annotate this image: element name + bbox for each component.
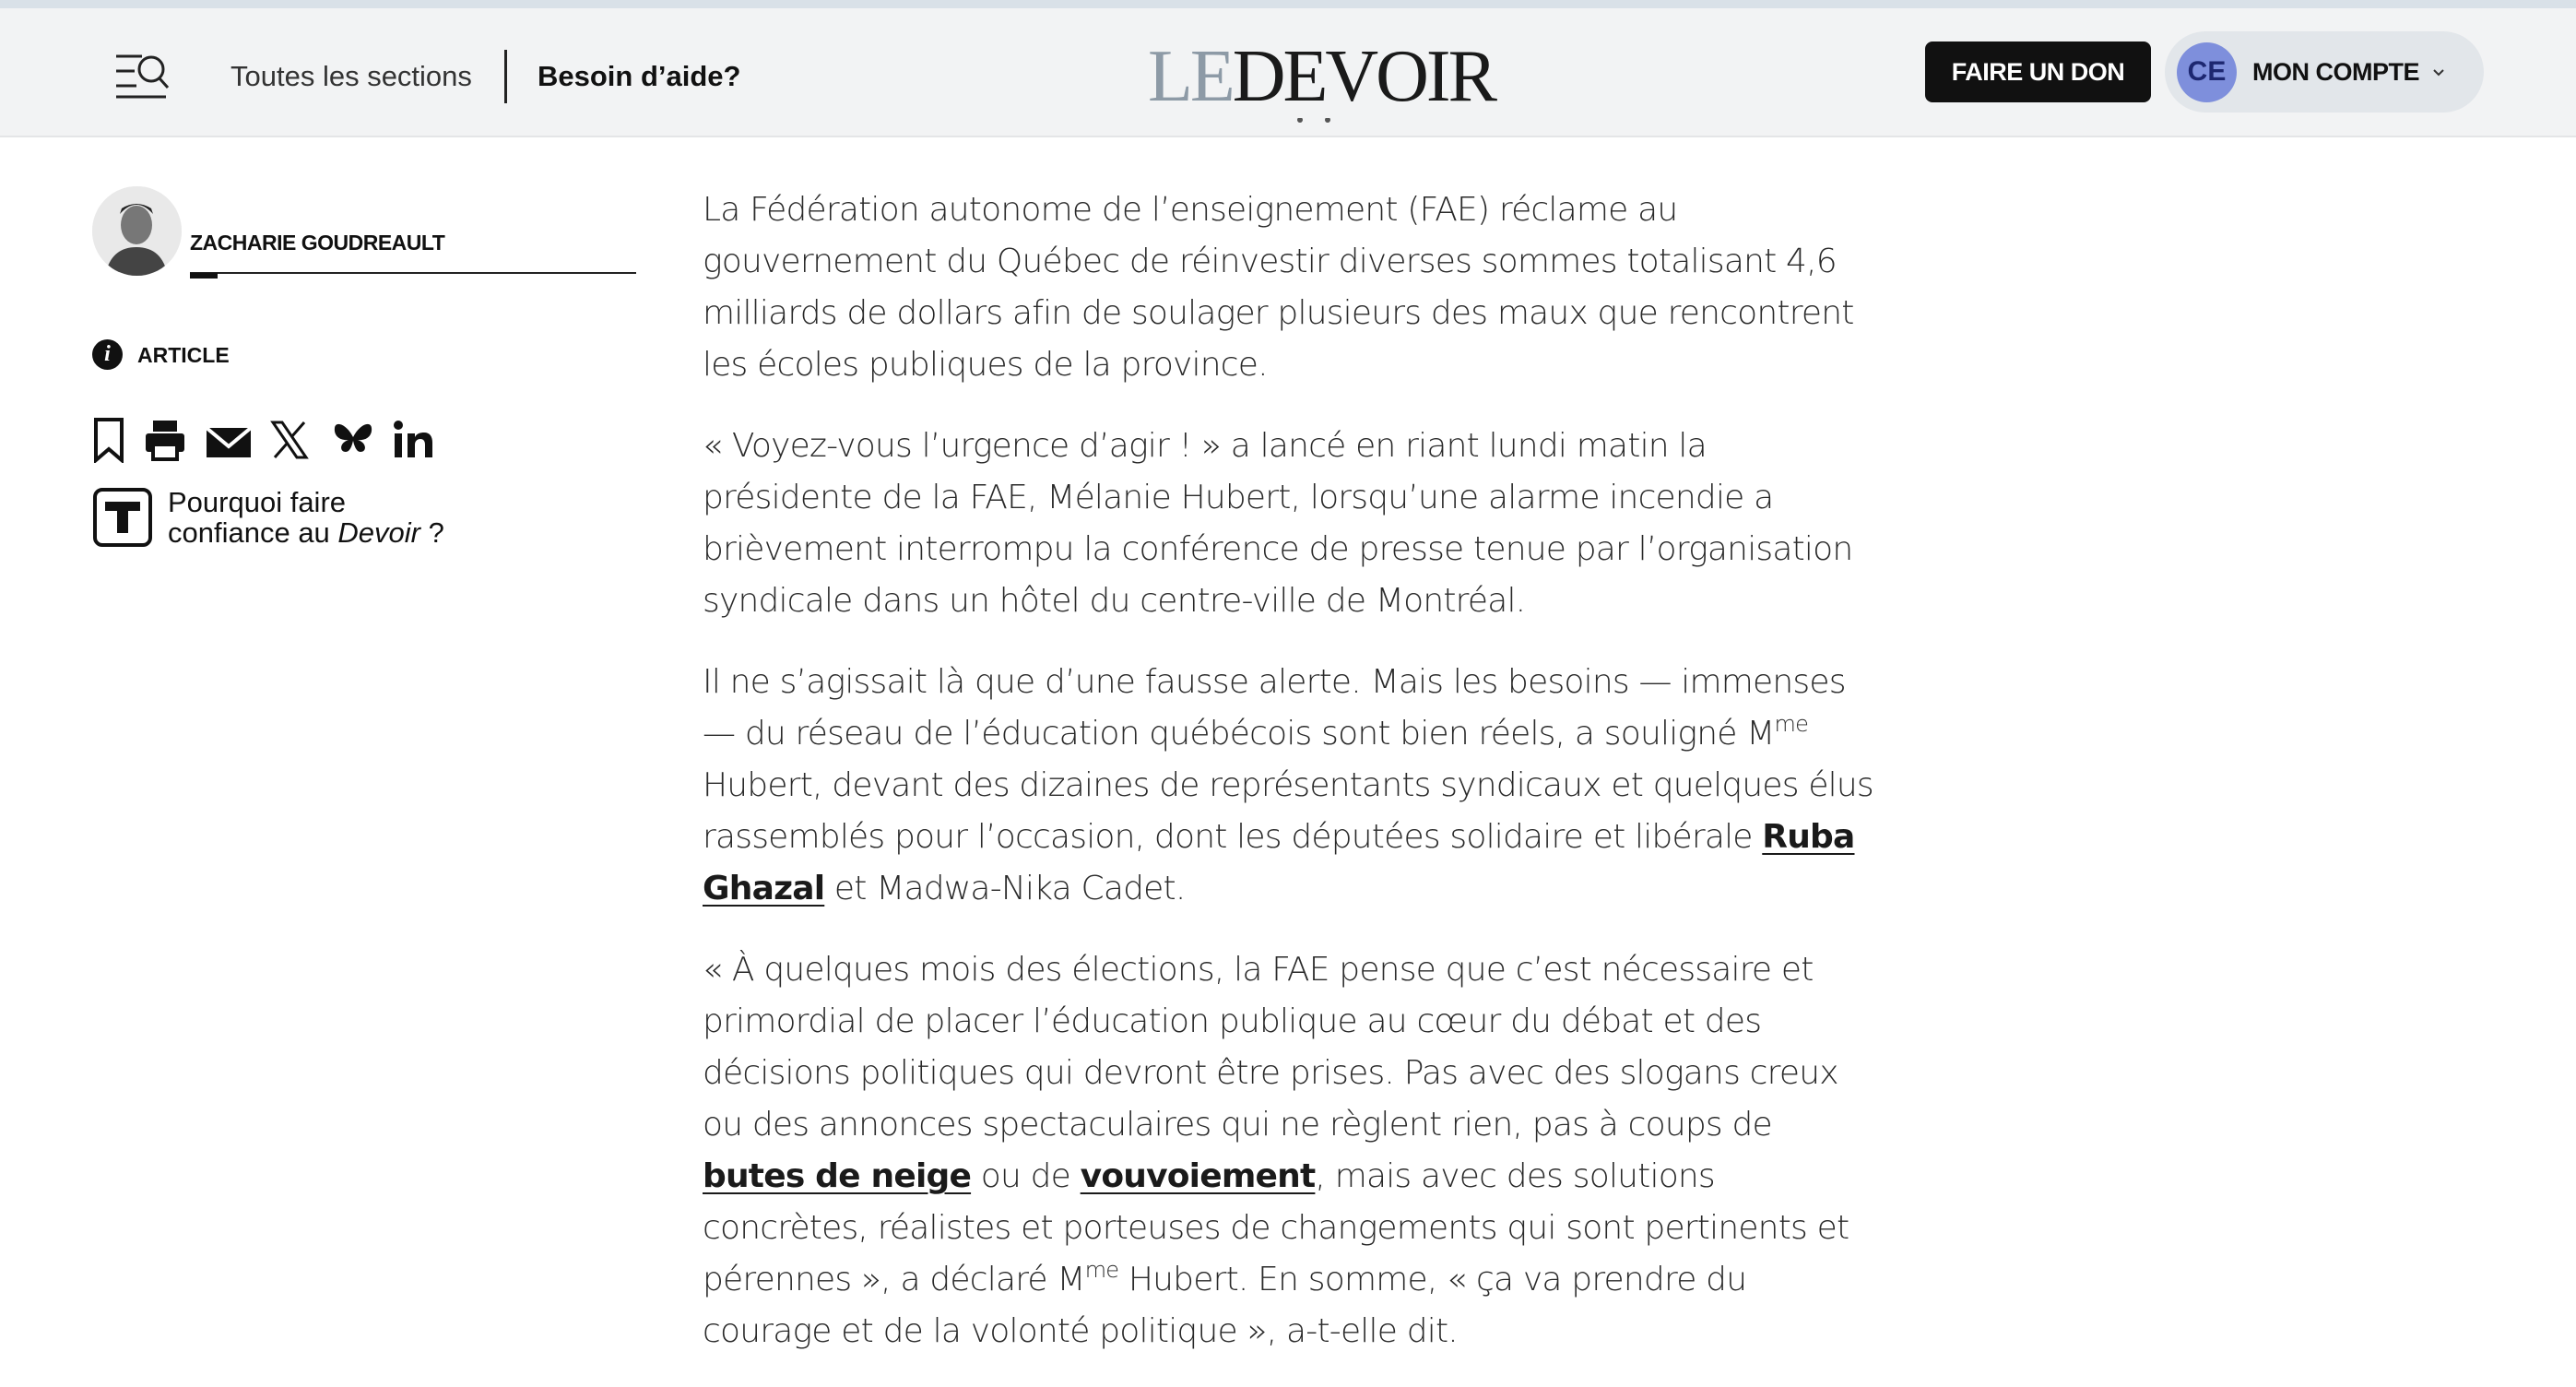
author-underline-accent [190, 273, 218, 279]
p3-text-c: et Madwa-Nika Cadet. [824, 870, 1186, 907]
paragraph-2: « Voyez-vous l’urgence d’agir ! » a lancé en riant lundi matin la présidente de la FAE, Mélanie Hubert, lorsqu’une alarme incendie a brièvement interrompu la conférence de presse tenue par l’organisation syndicale dans un hôtel du centre-ville de Montréal. [703, 427, 1853, 620]
trust-link[interactable] [168, 487, 444, 548]
trust-line-2-suffix: ? [420, 516, 444, 549]
account-label: MON COMPTE [2252, 57, 2419, 86]
p3-text-b: Hubert, devant des dizaines de représentants syndicaux et quelques élus rassemblés pour l’occasion, dont les députées solidaire et libérale [703, 766, 1873, 856]
linkedin-icon[interactable] [391, 417, 435, 463]
scrolled-text-fragment [1291, 118, 1346, 135]
author-avatar[interactable] [92, 186, 182, 276]
chevron-down-icon [2430, 64, 2447, 80]
logo-le: LE [1148, 36, 1233, 117]
header-divider [504, 50, 507, 103]
paragraph-3 [703, 657, 1873, 915]
top-accent-bar [0, 0, 2576, 8]
trust-line-2-em: Devoir [337, 516, 421, 549]
x-icon[interactable] [269, 417, 310, 463]
author-name-link[interactable]: ZACHARIE GOUDREAULT [190, 231, 445, 255]
bluesky-icon[interactable] [332, 417, 374, 463]
email-icon[interactable] [205, 417, 253, 463]
print-icon[interactable] [144, 417, 186, 463]
donate-button[interactable]: FAIRE UN DON [1925, 41, 2151, 102]
butes-de-neige-link[interactable]: butes de neige [703, 1157, 972, 1195]
trust-t-icon[interactable] [92, 487, 153, 548]
p4-text-d: Hubert. En somme, « ça va prendre du courage et de la volonté politique », a-t-elle dit. [703, 1261, 1747, 1350]
article-type-label: ARTICLE [137, 343, 230, 367]
logo-devoir: DEVOIR [1232, 36, 1495, 117]
le-devoir-logo[interactable] [1148, 30, 1495, 123]
trust-line-2 [168, 517, 444, 548]
menu-search-icon[interactable] [114, 49, 171, 101]
author-underline [190, 272, 636, 274]
paragraph-4 [703, 944, 1873, 1357]
user-avatar: CE [2177, 42, 2237, 102]
p4-text-b: ou de [971, 1157, 1081, 1195]
site-header [0, 8, 2576, 137]
info-icon[interactable]: i [92, 339, 123, 370]
account-menu-button[interactable] [2165, 31, 2484, 113]
help-link[interactable]: Besoin d’aide? [538, 60, 741, 92]
p3-text-a: Il ne s’agissait là que d’une fausse alerte. Mais les besoins — immenses — du réseau de l’éducation québécois sont bien réels, a souligné M [703, 663, 1846, 753]
bookmark-icon[interactable] [92, 417, 125, 463]
article-body [703, 184, 1873, 1387]
p3-sup: me [1774, 711, 1809, 737]
trust-line-2-prefix: confiance au [168, 516, 338, 549]
trust-line-1: Pourquoi faire [168, 486, 347, 518]
p4-sup: me [1084, 1257, 1119, 1283]
all-sections-link[interactable]: Toutes les sections [230, 60, 472, 92]
paragraph-1: La Fédération autonome de l’enseignement (FAE) réclame au gouvernement du Québec de réinvestir diverses sommes totalisant 4,6 milliards de dollars afin de soulager plusieurs des maux que rencontrent les écoles publiques de la province. [703, 191, 1854, 384]
vouvoiement-link[interactable]: vouvoiement [1080, 1157, 1316, 1195]
p4-text-a: « À quelques mois des élections, la FAE pense que c’est nécessaire et primordial de placer l’éducation publique au cœur du débat et des décisions politiques qui devront être prises. Pas avec des slogans creux ou des annonces spectaculaires qui ne règlent rien, pas à coups de [703, 951, 1838, 1144]
ruba-ghazal-link[interactable]: Ruba Ghazal [703, 818, 1855, 907]
p4-text-c: , mais avec des solutions concrètes, réalistes et porteuses de changements qui sont pertinents et pérennes », a déclaré M [703, 1157, 1849, 1298]
